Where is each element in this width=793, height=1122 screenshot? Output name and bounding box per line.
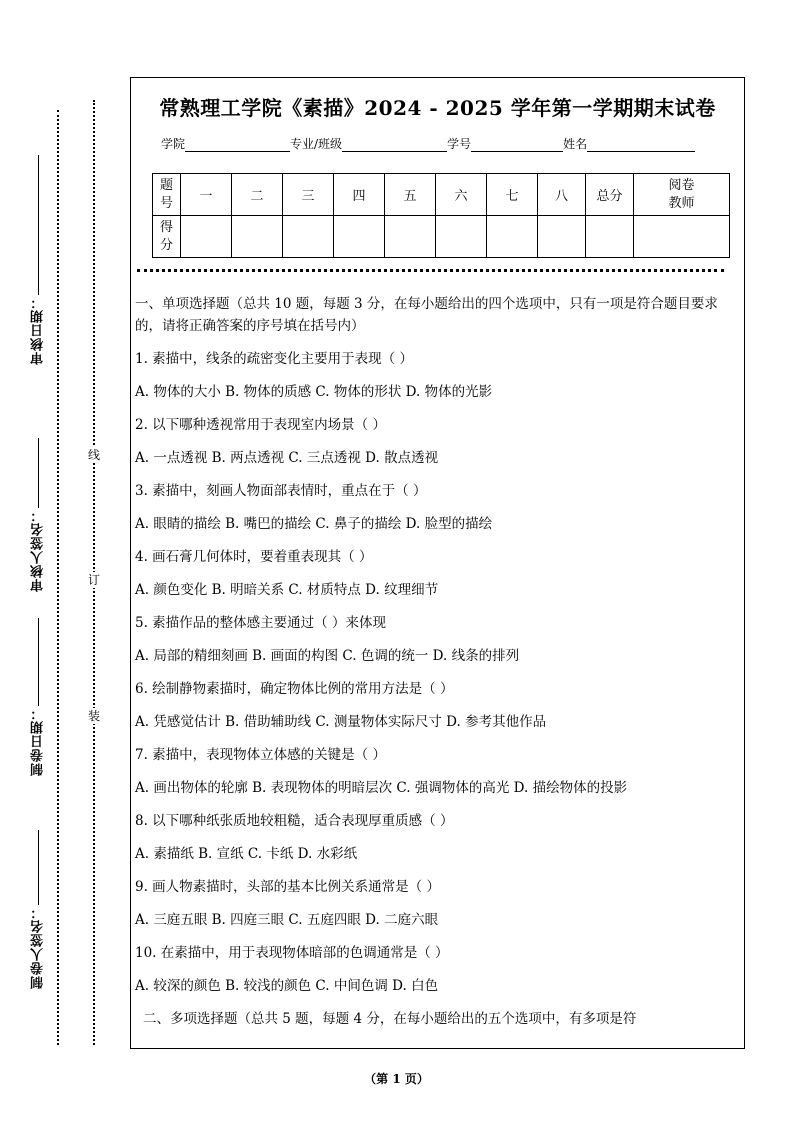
question-1: 1. 素描中，线条的疏密变化主要用于表现（ ） (135, 351, 413, 367)
options-4: A. 颜色变化 B. 明暗关系 C. 材质特点 D. 纹理细节 (135, 582, 439, 598)
col-header-6: 六 (436, 174, 487, 216)
score-cell-total[interactable] (586, 216, 634, 258)
binding-line-char: 线 (87, 448, 100, 462)
college-label: 学院 (161, 137, 186, 151)
header-separator (137, 269, 724, 272)
score-cell-3[interactable] (283, 216, 334, 258)
header-label: 题号 (159, 177, 173, 211)
col-header-8: 八 (538, 174, 586, 216)
options-10: A. 较深的颜色 B. 较浅的颜色 C. 中间色调 D. 白色 (135, 978, 439, 994)
question-3: 3. 素描中，刻画人物面部表情时，重点在于（ ） (135, 483, 427, 499)
audit-date-underline (38, 155, 39, 295)
maker-sign-underline (38, 830, 39, 905)
auditor-sign-underline (38, 438, 39, 508)
exam-title: 常熟理工学院《素描》2024 - 2025 学年第一学期期末试卷 (159, 96, 716, 120)
score-table (152, 173, 730, 258)
question-5: 5. 素描作品的整体感主要通过（ ）来体现 (135, 615, 386, 631)
options-3: A. 眼睛的描绘 B. 嘴巴的描绘 C. 鼻子的描绘 D. 脸型的描绘 (135, 516, 493, 532)
options-1: A. 物体的大小 B. 物体的质感 C. 物体的形状 D. 物体的光影 (135, 384, 493, 400)
auditor-sign-label: 审核人签名： (30, 508, 46, 592)
col-header-2: 二 (232, 174, 283, 216)
score-table-score-row (153, 216, 730, 258)
section1-heading: 一、单项选择题（总共 10 题，每题 3 分，在每小题给出的四个选项中，只有一项是符合题目要求的，请将正确答案的序号填在括号内） (135, 296, 718, 334)
binding-zhuang-char: 装 (87, 709, 100, 723)
grader-label: 阅卷教师 (668, 177, 695, 211)
maker-date-field (25, 618, 51, 776)
col-header-3: 三 (283, 174, 334, 216)
question-9: 9. 画人物素描时，头部的基本比例关系通常是（ ） (135, 879, 440, 895)
auditor-sign-field (25, 438, 51, 592)
col-header-4: 四 (334, 174, 385, 216)
col-header-total: 总分 (586, 174, 634, 216)
header-label-cell (153, 174, 181, 216)
score-cell-2[interactable] (232, 216, 283, 258)
row-label-cell (153, 216, 181, 258)
score-cell-7[interactable] (487, 216, 538, 258)
score-table-header-row (153, 174, 730, 216)
question-4: 4. 画石膏几何体时，要着重表现其（ ） (135, 549, 373, 565)
exam-frame (130, 77, 745, 1049)
options-6: A. 凭感觉估计 B. 借助辅助线 C. 测量物体实际尺寸 D. 参考其他作品 (135, 714, 547, 730)
question-2: 2. 以下哪种透视常用于表现室内场景（ ） (135, 417, 386, 433)
student-info-row (161, 135, 695, 152)
maker-date-underline (38, 618, 39, 706)
row-label: 得分 (159, 219, 173, 253)
maker-sign-field (25, 830, 51, 989)
options-9: A. 三庭五眼 B. 四庭三眼 C. 五庭四眼 D. 二庭六眼 (135, 912, 439, 928)
section2-heading: 二、多项选择题（总共 5 题，每题 4 分，在每小题给出的五个选项中，有多项是符 (143, 1011, 637, 1027)
college-field[interactable] (185, 137, 290, 152)
exam-body (135, 293, 738, 1030)
left-dotted-line (57, 110, 59, 1045)
score-cell-5[interactable] (385, 216, 436, 258)
major-label: 专业/班级 (290, 137, 343, 151)
audit-date-label: 审核日期： (30, 295, 46, 365)
binding-ding-char: 订 (87, 573, 100, 587)
student-id-label: 学号 (447, 137, 472, 151)
question-8: 8. 以下哪种纸张质地较粗糙，适合表现厚重质感（ ） (135, 813, 454, 829)
score-cell-1[interactable] (181, 216, 232, 258)
name-label: 姓名 (563, 137, 588, 151)
col-header-1: 一 (181, 174, 232, 216)
audit-date-field (25, 155, 51, 365)
maker-date-label: 制卷日期： (30, 706, 46, 776)
name-field[interactable] (587, 137, 695, 152)
score-cell-8[interactable] (538, 216, 586, 258)
question-7: 7. 素描中，表现物体立体感的关键是（ ） (135, 747, 386, 763)
page-number: （第 1 页） (364, 1072, 429, 1086)
col-header-5: 五 (385, 174, 436, 216)
col-header-7: 七 (487, 174, 538, 216)
question-10: 10. 在素描中，用于表现物体暗部的色调通常是（ ） (135, 945, 449, 961)
score-cell-grader[interactable] (634, 216, 730, 258)
student-id-field[interactable] (471, 137, 563, 152)
score-cell-4[interactable] (334, 216, 385, 258)
question-6: 6. 绘制静物素描时，确定物体比例的常用方法是（ ） (135, 681, 454, 697)
maker-sign-label: 制卷人签名： (30, 905, 46, 989)
col-header-grader (634, 174, 730, 216)
options-7: A. 画出物体的轮廓 B. 表现物体的明暗层次 C. 强调物体的高光 D. 描绘物体的投影 (135, 780, 628, 796)
major-field[interactable] (342, 137, 447, 152)
options-2: A. 一点透视 B. 两点透视 C. 三点透视 D. 散点透视 (135, 450, 439, 466)
options-8: A. 素描纸 B. 宣纸 C. 卡纸 D. 水彩纸 (135, 846, 358, 862)
options-5: A. 局部的精细刻画 B. 画面的构图 C. 色调的统一 D. 线条的排列 (135, 648, 520, 664)
score-cell-6[interactable] (436, 216, 487, 258)
